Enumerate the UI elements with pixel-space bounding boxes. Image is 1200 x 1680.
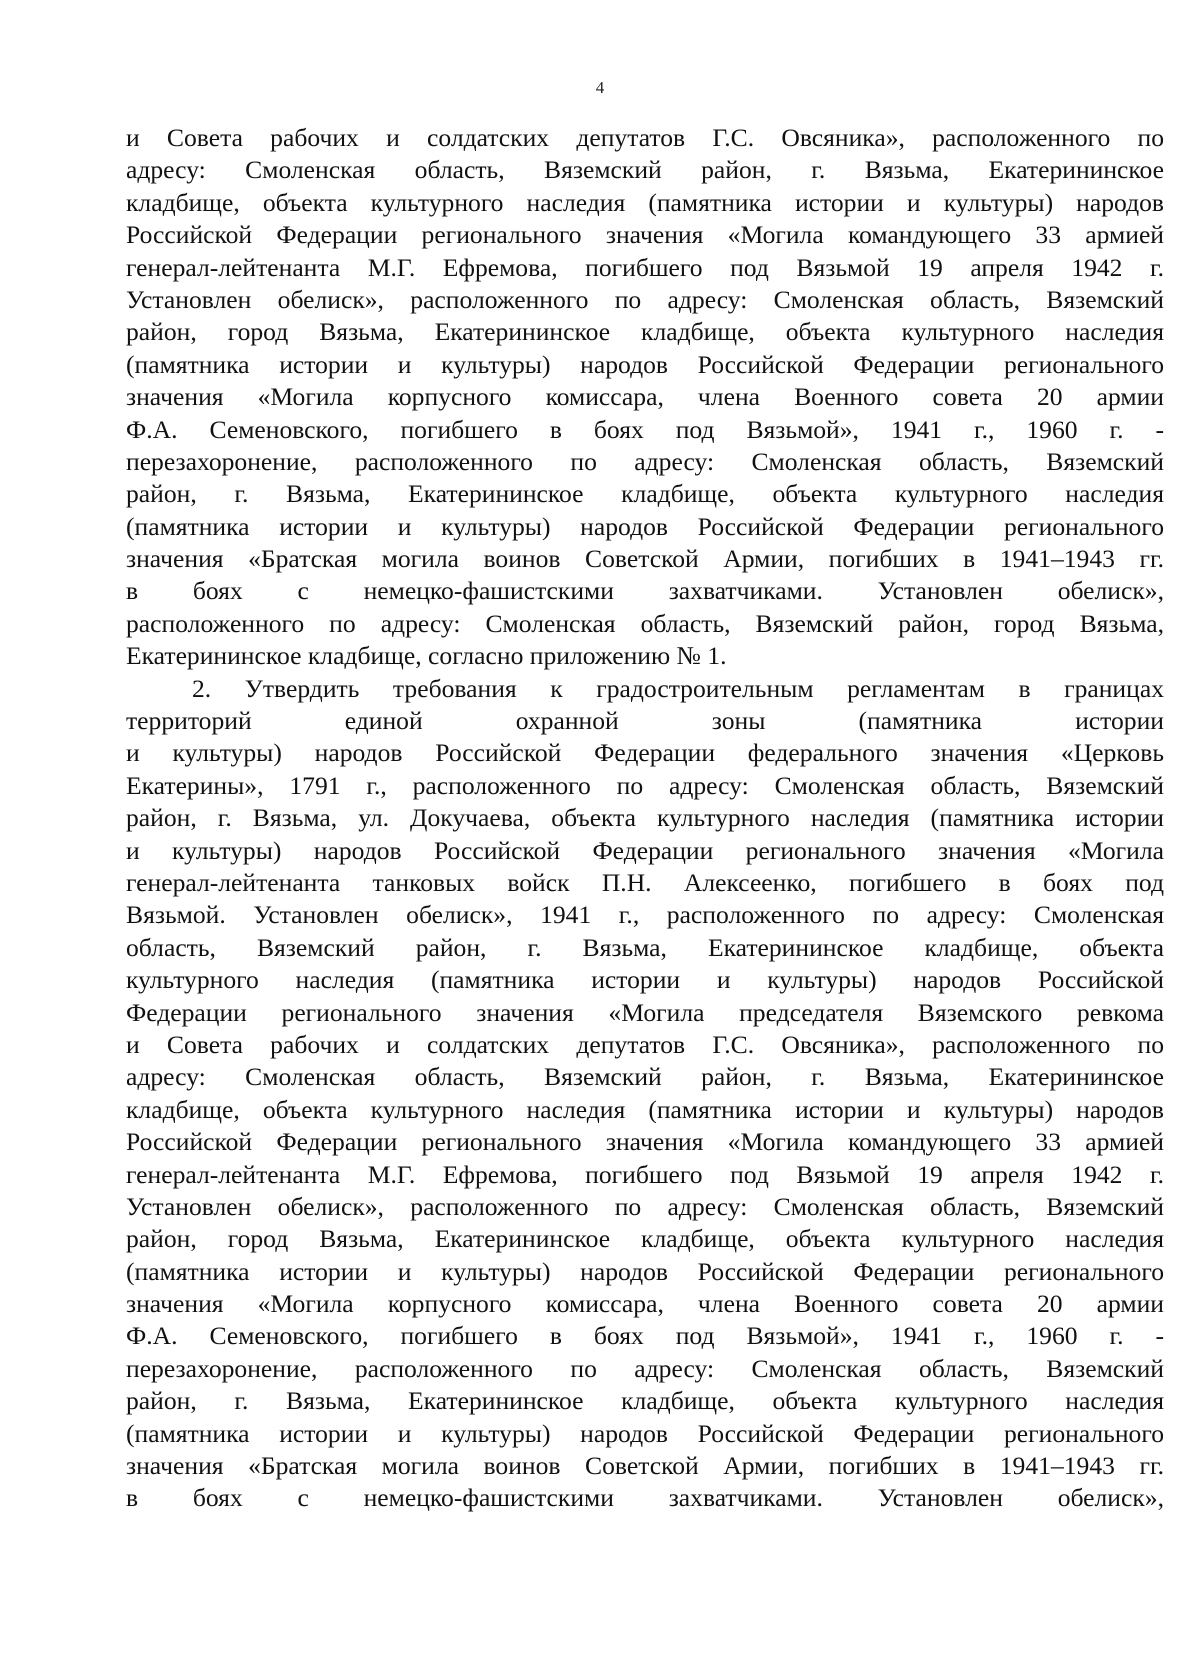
text-line: и культуры) народов Российской Федерации регионального значения «Могила: [126, 835, 1164, 865]
text-line: Ф.А. Семеновского, погибшего в боях под Вязьмой», 1941 г., 1960 г. -: [126, 414, 1164, 444]
text-line: Российской Федерации регионального значения «Могила командующего 33 армией: [126, 1127, 1164, 1157]
page-number: 4: [595, 78, 605, 97]
text-line: Екатерины», 1791 г., расположенного по адресу: Смоленская область, Вяземский: [126, 770, 1164, 800]
text-line: адресу: Смоленская область, Вяземский район, г. Вязьма, Екатерининское: [126, 1062, 1164, 1092]
text-line: в боях с немецко-фашистскими захватчиками. Установлен обелиск»,: [126, 576, 1164, 606]
text-line: генерал-лейтенанта М.Г. Ефремова, погибшего под Вязьмой 19 апреля 1942 г.: [126, 252, 1164, 282]
text-line: район, г. Вязьма, Екатерининское кладбище, объекта культурного наследия: [126, 1386, 1164, 1416]
text-line: Вязьмой. Установлен обелиск», 1941 г., расположенного по адресу: Смоленская: [126, 900, 1164, 930]
text-line: (памятника истории и культуры) народов Российской Федерации регионального: [126, 1256, 1164, 1286]
text-line: и культуры) народов Российской Федерации федерального значения «Церковь: [126, 738, 1164, 768]
text-line: значения «Могила корпусного комиссара, члена Военного совета 20 армии: [126, 382, 1164, 412]
text-line: значения «Братская могила воинов Советской Армии, погибших в 1941–1943 гг.: [126, 544, 1164, 574]
text-line: район, г. Вязьма, ул. Докучаева, объекта культурного наследия (памятника истории: [126, 803, 1164, 833]
text-line: район, г. Вязьма, Екатерининское кладбище, объекта культурного наследия: [126, 479, 1164, 509]
text-line: генерал-лейтенанта танковых войск П.Н. Алексеенко, погибшего в боях под: [126, 867, 1164, 897]
text-line: (памятника истории и культуры) народов Российской Федерации регионального: [126, 511, 1164, 541]
text-line: кладбище, объекта культурного наследия (памятника истории и культуры) народов: [126, 1094, 1164, 1124]
text-line: в боях с немецко-фашистскими захватчиками. Установлен обелиск»,: [126, 1483, 1164, 1513]
text-line: и Совета рабочих и солдатских депутатов Г.С. Овсяника», расположенного по: [126, 1029, 1164, 1059]
text-line: генерал-лейтенанта М.Г. Ефремова, погибшего под Вязьмой 19 апреля 1942 г.: [126, 1159, 1164, 1189]
text-line: (памятника истории и культуры) народов Российской Федерации регионального: [126, 1418, 1164, 1448]
text-line: расположенного по адресу: Смоленская область, Вяземский район, город Вязьма,: [126, 608, 1164, 638]
text-line: Установлен обелиск», расположенного по адресу: Смоленская область, Вяземский: [126, 284, 1164, 314]
text-line: область, Вяземский район, г. Вязьма, Екатерининское кладбище, объекта: [126, 932, 1164, 962]
text-line: Екатерининское кладбище, согласно приложению № 1.: [126, 641, 727, 671]
text-line: район, город Вязьма, Екатерининское кладбище, объекта культурного наследия: [126, 317, 1164, 347]
text-line: район, город Вязьма, Екатерининское кладбище, объекта культурного наследия: [126, 1224, 1164, 1254]
text-line: перезахоронение, расположенного по адресу: Смоленская область, Вяземский: [126, 1353, 1164, 1383]
text-line: территорий единой охранной зоны (памятника истории: [126, 706, 1164, 736]
text-line: перезахоронение, расположенного по адресу: Смоленская область, Вяземский: [126, 446, 1164, 476]
text-line: (памятника истории и культуры) народов Российской Федерации регионального: [126, 349, 1164, 379]
document-body: [126, 122, 1164, 1515]
text-line: кладбище, объекта культурного наследия (памятника истории и культуры) народов: [126, 187, 1164, 217]
text-line: Российской Федерации регионального значения «Могила командующего 33 армией: [126, 220, 1164, 250]
text-line: Ф.А. Семеновского, погибшего в боях под Вязьмой», 1941 г., 1960 г. -: [126, 1321, 1164, 1351]
text-line: Установлен обелиск», расположенного по адресу: Смоленская область, Вяземский: [126, 1191, 1164, 1221]
text-line: Федерации регионального значения «Могила председателя Вяземского ревкома: [126, 997, 1164, 1027]
text-line: и Совета рабочих и солдатских депутатов Г.С. Овсяника», расположенного по: [126, 123, 1164, 152]
text-line: значения «Братская могила воинов Советской Армии, погибших в 1941–1943 гг.: [126, 1451, 1164, 1481]
text-line: 2. Утвердить требования к градостроительным регламентам в границах: [192, 673, 1164, 703]
text-line: адресу: Смоленская область, Вяземский район, г. Вязьма, Екатерининское: [126, 155, 1164, 185]
text-line: значения «Могила корпусного комиссара, члена Военного совета 20 армии: [126, 1289, 1164, 1319]
text-line: культурного наследия (памятника истории и культуры) народов Российской: [126, 965, 1164, 995]
